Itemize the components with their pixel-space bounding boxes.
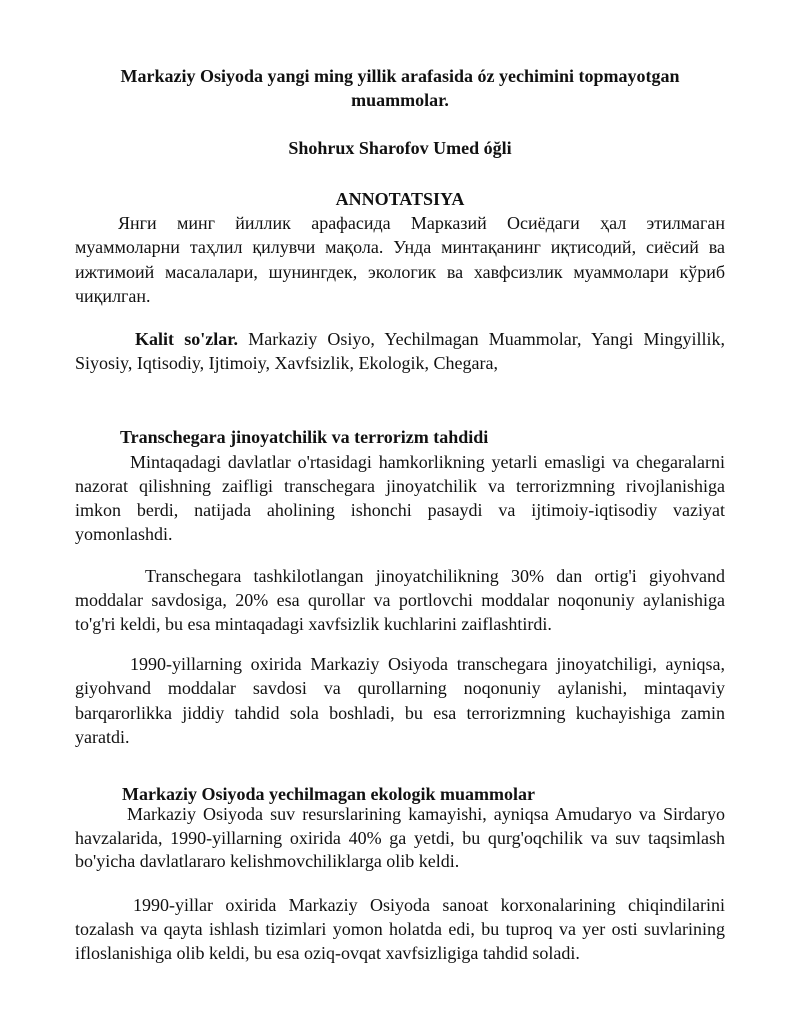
annotation-line: муаммоларни таҳлил қилувчи мақола. Унда минтақанинг иқтисодий, сиёсий ва xyxy=(75,237,725,258)
paragraph-line: Transchegara tashkilotlangan jinoyatchilikning 30% dan ortig'i giyohvand xyxy=(145,566,725,586)
keywords-line xyxy=(75,327,725,351)
paragraph-line: 1990-yillarning oxirida Markaziy Osiyoda transchegara jinoyatchiligi, ayniqsa, xyxy=(130,654,725,674)
paragraph-line: ifloslanishiga olib keldi, bu esa oziq-ovqat xavfsizligiga tahdid soladi. xyxy=(75,943,580,963)
section-heading: Markaziy Osiyoda yechilmagan ekologik muammolar xyxy=(122,784,535,804)
annotation-paragraph xyxy=(75,211,725,308)
annotation-heading: ANNOTATSIYA xyxy=(335,189,465,209)
paragraph-line: Mintaqadagi davlatlar o'rtasidagi hamkorlikning yetarli emasligi va chegaralarni xyxy=(130,452,725,472)
paragraph-line: yaratdi. xyxy=(75,726,130,747)
paragraph-line: moddalar savdosiga, 20% esa qurollar va portlovchi moddalar noqonuniy aylanishiga xyxy=(75,590,725,610)
paragraph xyxy=(75,564,725,636)
paragraph-line: yomonlashdi. xyxy=(75,524,173,544)
paragraph-line: to'g'ri keldi, bu esa mintaqadagi xavfsizlik kuchlarini zaiflashtirdi. xyxy=(75,614,552,634)
paragraph-line: bo'yicha davlatlararo kelishmovchiliklarga olib keldi. xyxy=(75,851,460,872)
paragraph-line: nazorat qilishning zaifligi transchegara jinoyatchilik va terrorizmning rivojlanishiga xyxy=(75,476,725,496)
paragraph-line: 1990-yillar oxirida Markaziy Osiyoda sanoat korxonalarining chiqindilarini xyxy=(133,895,725,915)
annotation-line: ижтимоий масалалари, шунингдек, экологик ва хавфсизлик муаммолари кўриб xyxy=(75,261,725,282)
section-heading: Transchegara jinoyatchilik va terrorizm tahdidi xyxy=(120,427,489,447)
keywords-list: Markaziy Osiyo, Yechilmagan Muammolar, Yangi Mingyillik, xyxy=(248,329,725,349)
keywords-label: Kalit so'zlar. xyxy=(135,329,239,349)
paragraph xyxy=(75,893,725,965)
paragraph-line: havzalarida, 1990-yillarning oxirida 40% ga yetdi, bu qurg'oqchilik va suv taqsimlash xyxy=(75,827,725,848)
paragraph-line: giyohvand moddalar savdosi va qurollarning noqonuniy aylanishi, mintaqaviy xyxy=(75,678,725,699)
paragraph-line: tozalash va qayta ishlash tizimlari yomon holatda edi, bu tuproq va yer osti suvlarining xyxy=(75,919,725,939)
paragraph xyxy=(75,652,725,749)
paragraph xyxy=(75,803,725,874)
author-name: Shohrux Sharofov Umed óğli xyxy=(288,138,512,158)
annotation-line: Янги минг йиллик арафасида Марказий Осиёдаги ҳал этилмаган xyxy=(118,213,725,233)
paragraph-line: imkon berdi, natijada aholining ishonchi pasaydi va ijtimoiy-iqtisodiy vaziyat xyxy=(75,500,725,520)
keywords-paragraph xyxy=(75,327,725,375)
paper-title-line: muammolar. xyxy=(351,89,449,110)
paper-title-line: Markaziy Osiyoda yangi ming yillik arafasida óz yechimini topmayotgan xyxy=(120,66,680,86)
annotation-line: чиқилган. xyxy=(75,285,151,306)
paragraph-line: barqarorlikka jiddiy tahdid sola boshladi, bu esa terrorizmning kuchayishiga zamin xyxy=(75,702,725,723)
keywords-line: Siyosiy, Iqtisodiy, Ijtimoiy, Xavfsizlik, Ekologik, Chegara, xyxy=(75,353,498,373)
paragraph-line: Markaziy Osiyoda suv resurslarining kamayishi, ayniqsa Amudaryo va Sirdaryo xyxy=(127,804,725,824)
paper-title xyxy=(75,65,725,112)
paragraph xyxy=(75,450,725,546)
